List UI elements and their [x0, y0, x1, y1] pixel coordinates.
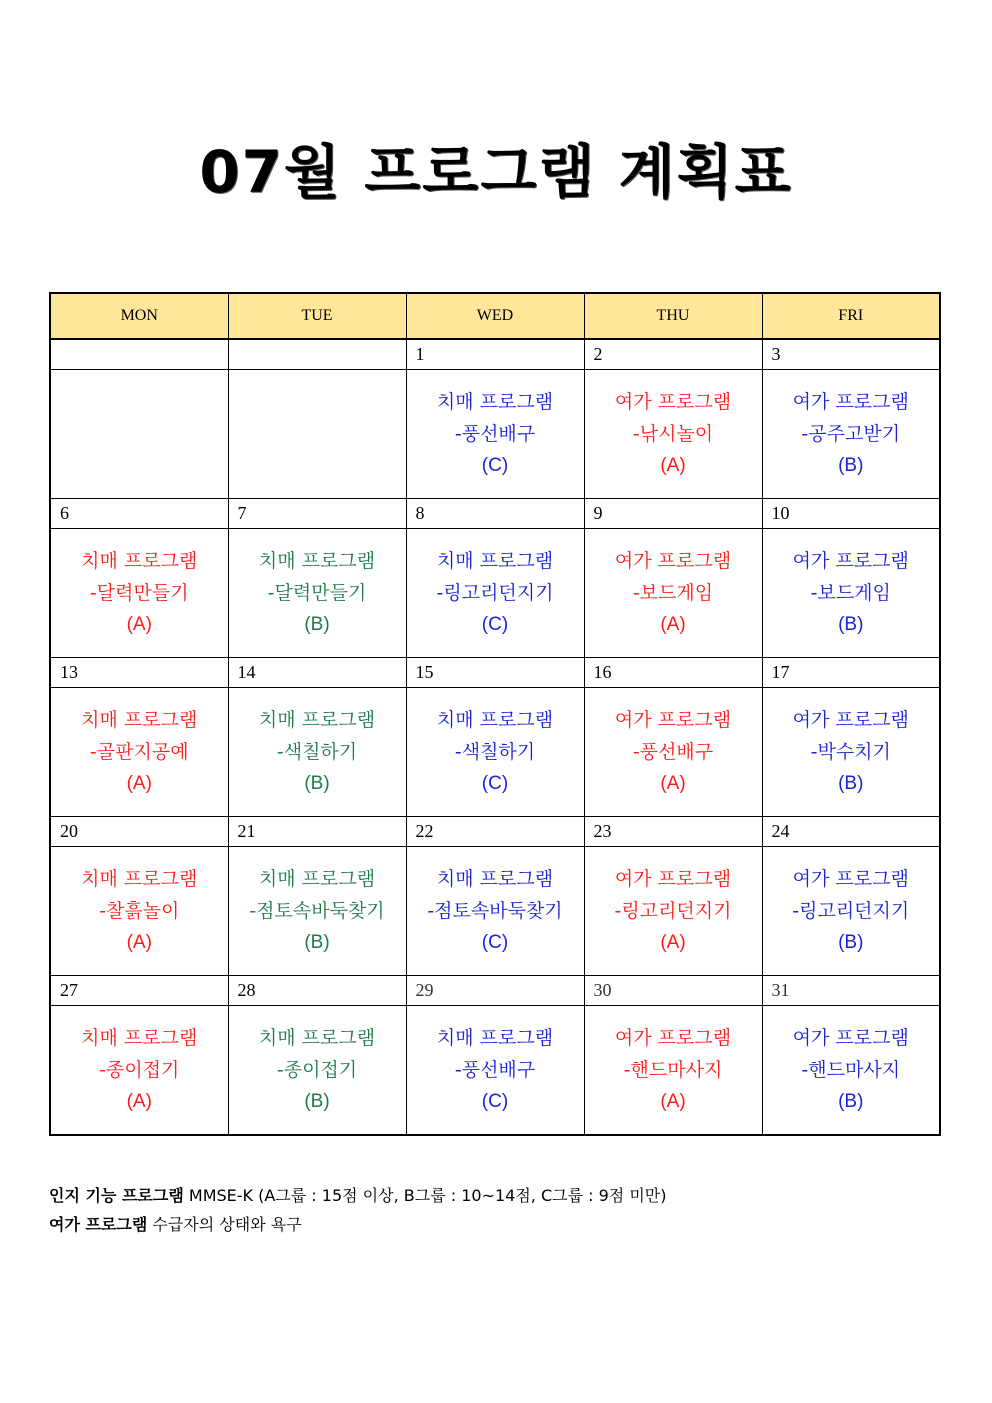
program-group: (B) — [304, 932, 330, 953]
day-number: 7 — [228, 499, 406, 529]
week-event-row — [50, 1006, 940, 1136]
program-group: (C) — [481, 932, 509, 953]
day-event-cell — [228, 847, 406, 976]
day-event-cell — [50, 847, 228, 976]
day-number: 1 — [406, 339, 584, 370]
program-name: -박수치기 — [810, 741, 891, 763]
program-name: -링고리던지기 — [436, 582, 554, 604]
program-name: -색칠하기 — [276, 741, 358, 763]
program-category: 여가 프로그램 — [614, 550, 732, 572]
program-category: 치매 프로그램 — [436, 1027, 554, 1049]
program-category: 치매 프로그램 — [436, 709, 554, 731]
program-group: (A) — [660, 455, 686, 476]
program-group: (C) — [481, 455, 509, 476]
program-name: -보드게임 — [810, 582, 891, 604]
weekday-header-fri: FRI — [762, 293, 940, 339]
weekday-header-mon: MON — [50, 293, 228, 339]
program-name: -색칠하기 — [454, 741, 536, 763]
program-name: -종이접기 — [99, 1059, 180, 1081]
program-group: (C) — [481, 773, 509, 794]
program-name: -달력만들기 — [89, 582, 189, 604]
program-name: -낚시놀이 — [632, 423, 714, 445]
day-event-cell — [50, 370, 228, 499]
week-date-row — [50, 339, 940, 370]
day-number: 23 — [584, 817, 762, 847]
weekday-header-tue: TUE — [228, 293, 406, 339]
program-name: -풍선배구 — [454, 423, 536, 445]
day-event-cell — [762, 688, 940, 817]
day-number: 30 — [584, 976, 762, 1006]
program-category: 여가 프로그램 — [614, 391, 732, 413]
day-event-cell — [584, 847, 762, 976]
program-name: -공주고받기 — [801, 423, 901, 445]
program-name: -핸드마사지 — [623, 1059, 723, 1081]
day-number: 28 — [228, 976, 406, 1006]
day-number: 2 — [584, 339, 762, 370]
day-event-cell — [228, 688, 406, 817]
weekday-header-row — [50, 293, 940, 339]
program-group: (A) — [660, 932, 686, 953]
calendar-body — [50, 339, 940, 1135]
day-number — [50, 339, 228, 370]
program-group: (C) — [481, 614, 509, 635]
program-category: 여가 프로그램 — [614, 709, 732, 731]
week-date-row — [50, 658, 940, 688]
program-name: -종이접기 — [276, 1059, 358, 1081]
program-group: (B) — [304, 614, 330, 635]
week-event-row — [50, 847, 940, 976]
program-group: (B) — [838, 1091, 864, 1112]
day-number: 22 — [406, 817, 584, 847]
day-event-cell — [584, 529, 762, 658]
day-number: 16 — [584, 658, 762, 688]
day-event-cell — [228, 1006, 406, 1136]
program-group: (A) — [660, 1091, 686, 1112]
program-name: -달력만들기 — [267, 582, 367, 604]
program-category: 치매 프로그램 — [258, 868, 376, 890]
day-event-cell — [406, 1006, 584, 1136]
program-group: (B) — [304, 1091, 330, 1112]
program-group: (B) — [838, 614, 864, 635]
day-event-cell — [584, 370, 762, 499]
program-group: (A) — [126, 1091, 152, 1112]
day-number: 29 — [406, 976, 584, 1006]
day-event-cell — [406, 847, 584, 976]
program-group: (B) — [304, 773, 330, 794]
day-number: 27 — [50, 976, 228, 1006]
day-event-cell — [406, 370, 584, 499]
program-group: (A) — [126, 932, 152, 953]
week-event-row — [50, 529, 940, 658]
day-number: 21 — [228, 817, 406, 847]
day-number: 17 — [762, 658, 940, 688]
program-group: (C) — [481, 1091, 509, 1112]
day-event-cell — [406, 688, 584, 817]
day-number: 6 — [50, 499, 228, 529]
day-event-cell — [762, 529, 940, 658]
program-category: 여가 프로그램 — [792, 709, 909, 731]
week-date-row — [50, 817, 940, 847]
program-group: (A) — [660, 614, 686, 635]
note-leisure-text: 수급자의 상태와 욕구 — [147, 1215, 302, 1234]
note-leisure — [49, 1210, 666, 1239]
program-category: 치매 프로그램 — [258, 709, 376, 731]
day-number: 20 — [50, 817, 228, 847]
program-group: (B) — [838, 932, 864, 953]
week-date-row — [50, 499, 940, 529]
day-event-cell — [50, 1006, 228, 1136]
program-category: 치매 프로그램 — [81, 868, 198, 890]
note-cognitive-text: MMSE-K (A그룹 : 15점 이상, B그룹 : 10~14점, C그룹 : 9점 미만) — [183, 1186, 667, 1205]
calendar-table — [49, 292, 941, 1136]
program-category: 여가 프로그램 — [792, 550, 909, 572]
program-category: 치매 프로그램 — [81, 550, 198, 572]
day-number: 3 — [762, 339, 940, 370]
day-number — [228, 339, 406, 370]
program-name: -풍선배구 — [454, 1059, 536, 1081]
day-number: 13 — [50, 658, 228, 688]
program-group: (B) — [838, 455, 864, 476]
program-category: 치매 프로그램 — [258, 1027, 376, 1049]
day-event-cell — [406, 529, 584, 658]
day-event-cell — [762, 1006, 940, 1136]
program-category: 치매 프로그램 — [436, 550, 554, 572]
notes — [49, 1181, 666, 1239]
day-event-cell — [228, 529, 406, 658]
program-category: 치매 프로그램 — [81, 709, 198, 731]
weekday-header-thu: THU — [584, 293, 762, 339]
program-category: 치매 프로그램 — [258, 550, 376, 572]
day-event-cell — [584, 1006, 762, 1136]
day-event-cell — [762, 370, 940, 499]
program-category: 치매 프로그램 — [436, 868, 554, 890]
week-event-row — [50, 688, 940, 817]
program-category: 여가 프로그램 — [614, 868, 732, 890]
program-name: -점토속바둑찾기 — [427, 900, 563, 922]
day-number: 31 — [762, 976, 940, 1006]
program-category: 여가 프로그램 — [614, 1027, 732, 1049]
day-event-cell — [228, 370, 406, 499]
day-number: 15 — [406, 658, 584, 688]
day-event-cell — [50, 688, 228, 817]
day-number: 24 — [762, 817, 940, 847]
program-category: 치매 프로그램 — [436, 391, 554, 413]
program-group: (A) — [126, 773, 152, 794]
note-cognitive — [49, 1181, 666, 1210]
note-cognitive-label: 인지 기능 프로그램 — [49, 1186, 184, 1205]
week-date-row — [50, 976, 940, 1006]
week-event-row — [50, 370, 940, 499]
day-number: 9 — [584, 499, 762, 529]
day-event-cell — [762, 847, 940, 976]
weekday-header-wed: WED — [406, 293, 584, 339]
program-name: -링고리던지기 — [614, 900, 732, 922]
program-category: 여가 프로그램 — [792, 1027, 909, 1049]
day-number: 14 — [228, 658, 406, 688]
program-group: (A) — [126, 614, 152, 635]
program-group: (A) — [660, 773, 686, 794]
day-event-cell — [50, 529, 228, 658]
program-name: -보드게임 — [632, 582, 714, 604]
program-name: -핸드마사지 — [801, 1059, 901, 1081]
program-name: -찰흙놀이 — [99, 900, 180, 922]
program-name: -골판지공예 — [89, 741, 189, 763]
day-number: 10 — [762, 499, 940, 529]
day-number: 8 — [406, 499, 584, 529]
program-name: -풍선배구 — [632, 741, 714, 763]
program-category: 치매 프로그램 — [81, 1027, 198, 1049]
day-event-cell — [584, 688, 762, 817]
note-leisure-label: 여가 프로그램 — [49, 1215, 148, 1234]
page-title: 07월 프로그램 계획표 — [199, 138, 793, 206]
program-name: -링고리던지기 — [792, 900, 910, 922]
program-group: (B) — [838, 773, 864, 794]
program-category: 여가 프로그램 — [792, 868, 909, 890]
program-category: 여가 프로그램 — [792, 391, 909, 413]
program-name: -점토속바둑찾기 — [249, 900, 385, 922]
